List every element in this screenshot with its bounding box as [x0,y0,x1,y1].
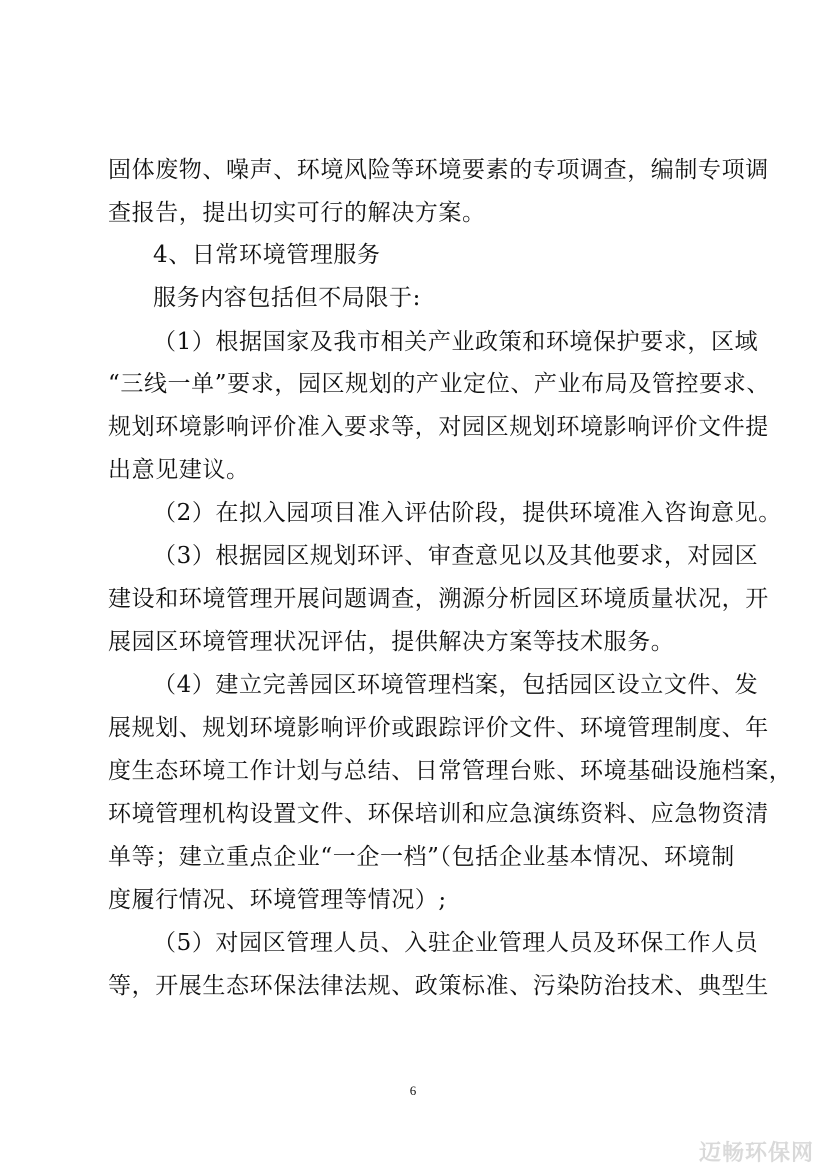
body-line: 度履行情况、环境管理等情况）; [108,887,447,913]
page-number: 6 [409,1083,417,1098]
body-line: 固体废物、噪声、环境风险等环境要素的专项调查，编制专项调 [108,157,769,183]
body-line: 规划环境影响评价准入要求等，对园区规划环境影响评价文件提 [108,414,769,440]
body-line: （1）根据国家及我市相关产业政策和环境保护要求，区域 [153,329,759,355]
section-heading: 4、日常环境管理服务 [153,242,381,268]
body-line: （3）根据园区规划环评、审查意见以及其他要求，对园区 [153,543,759,569]
body-line: 出意见建议。 [108,457,250,483]
body-line: 单等；建立重点企业“一企一档”（包括企业基本情况、环境制 [108,844,735,870]
body-line: “三线一单”要求，园区规划的产业定位、产业布局及管控要求、 [108,371,770,397]
body-line: 度生态环境工作计划与总结、日常管理台账、环境基础设施档案， [108,758,793,784]
body-line: （2）在拟入园项目准入评估阶段，提供环境准入咨询意见。 [153,500,782,526]
body-line: 建设和环境管理开展问题调查，溯源分析园区环境质量状况，开 [108,586,769,612]
body-line: 环境管理机构设置文件、环保培训和应急演练资料、应急物资清 [108,801,769,827]
body-line: 查报告，提出切实可行的解决方案。 [108,200,486,226]
body-line: （4）建立完善园区环境管理档案，包括园区设立文件、发 [153,672,759,698]
body-line: 服务内容包括但不局限于: [153,285,421,311]
body-line: 展规划、规划环境影响评价或跟踪评价文件、环境管理制度、年 [108,715,769,741]
body-line: 等，开展生态环保法律法规、政策标准、污染防治技术、典型生 [108,973,769,999]
watermark: 迈畅环保网 [698,1141,814,1166]
body-line: （5）对园区管理人员、入驻企业管理人员及环保工作人员 [153,930,759,956]
body-line: 展园区环境管理状况评估，提供解决方案等技术服务。 [108,629,675,655]
